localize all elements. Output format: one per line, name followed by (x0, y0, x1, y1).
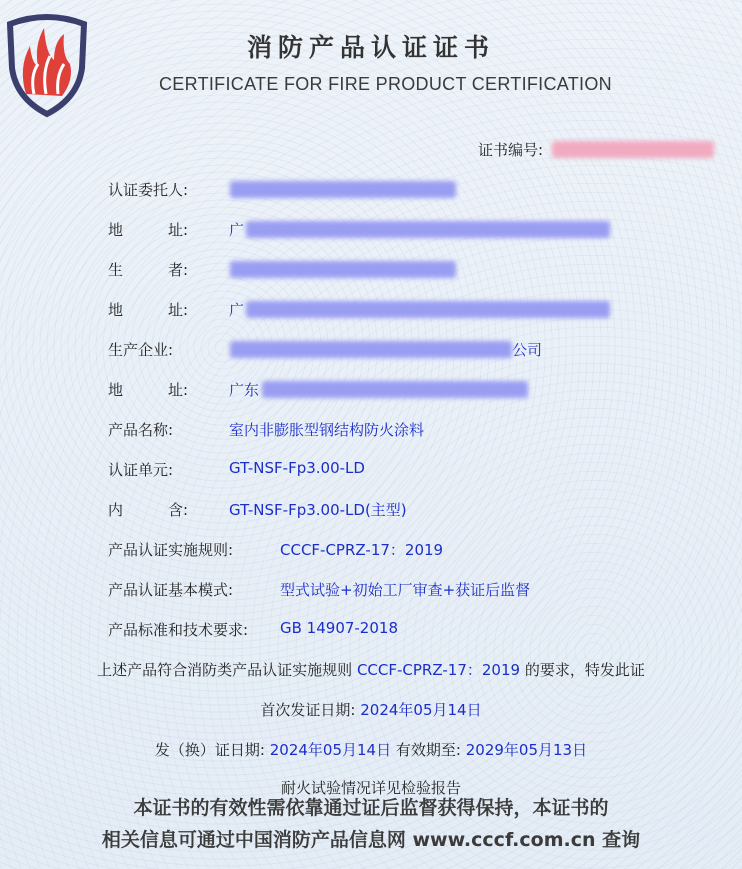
conformity-statement (0, 659, 742, 680)
standard-label: 产品标准和技术要求: (108, 621, 249, 639)
first-issue-label: 首次发证日期: (260, 701, 356, 719)
rules-value: CCCF-CPRZ-17：2019 (280, 541, 444, 559)
valid-until-label: 有效期至: (395, 741, 461, 759)
contains-value: GT-NSF-Fp3.00-LD(主型) (229, 501, 407, 519)
certificate-number-label: 证书编号: (478, 141, 544, 159)
manufacturer-label: 生 者: (108, 261, 189, 279)
validity-line (0, 739, 742, 760)
certificate-title-en: CERTIFICATE FOR FIRE PRODUCT CERTIFICATION (159, 74, 612, 94)
footer-line-1: 本证书的有效性需依靠通过证后监督获得保持，本证书的 (133, 797, 609, 819)
first-issue-line (0, 699, 742, 720)
client-address-redacted (246, 221, 610, 238)
mode-value: 型式试验+初始工厂审查+获证后监督 (280, 581, 531, 599)
factory-name-suffix: 公司 (512, 341, 543, 359)
factory-address-label: 地 址: (108, 381, 189, 399)
certification-unit-label: 认证单元: (108, 461, 174, 479)
factory-address-redacted (262, 381, 528, 398)
reissue-date: 2024年05月14日 (269, 741, 392, 759)
contains-label: 内 含: (108, 501, 189, 519)
rules-label: 产品认证实施规则: (108, 541, 234, 559)
valid-until-date: 2029年05月13日 (465, 741, 588, 759)
manufacturer-redacted (230, 261, 456, 278)
product-name: 室内非膨胀型钢结构防火涂料 (229, 421, 425, 439)
statement-rules: CCCF-CPRZ-17：2019 (356, 661, 521, 679)
certificate-title: 消防产品认证证书 (246, 33, 495, 62)
client-label: 认证委托人: (108, 181, 189, 199)
factory-address-prefix: 广东 (229, 381, 260, 399)
reissue-label: 发（换）证日期: (154, 741, 265, 759)
client-address-label: 地 址: (108, 221, 189, 239)
standard-value: GB 14907-2018 (280, 619, 398, 637)
statement-suffix: 的要求，特发此证 (524, 661, 645, 679)
certificate-number-redacted (552, 141, 714, 158)
client-redacted (230, 181, 456, 198)
footer-line-2: 相关信息可通过中国消防产品信息网 www.cccf.com.cn 查询 (101, 829, 641, 851)
factory-redacted (230, 341, 512, 358)
factory-label: 生产企业: (108, 341, 174, 359)
manufacturer-address-redacted (246, 301, 610, 318)
statement-prefix: 上述产品符合消防类产品认证实施规则 (97, 661, 353, 679)
mode-label: 产品认证基本模式: (108, 581, 234, 599)
certification-unit: GT-NSF-Fp3.00-LD (229, 459, 365, 477)
test-report-note: 耐火试验情况详见检验报告 (280, 779, 461, 797)
product-name-label: 产品名称: (108, 421, 174, 439)
first-issue-date: 2024年05月14日 (360, 701, 482, 719)
manufacturer-address-prefix: 广 (229, 301, 245, 319)
manufacturer-address-label: 地 址: (108, 301, 189, 319)
client-address-prefix: 广 (229, 221, 245, 239)
